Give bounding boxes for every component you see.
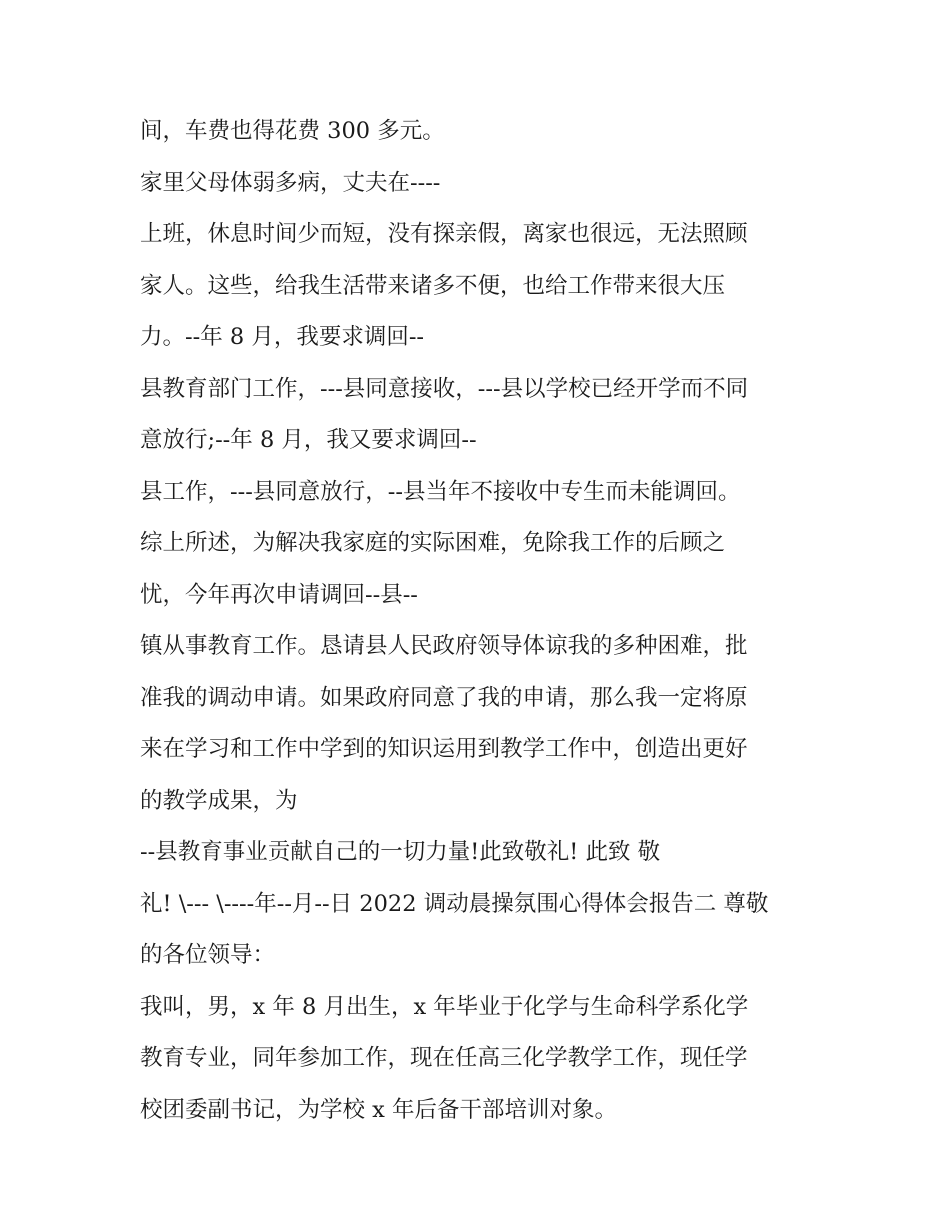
text-line: 镇从事教育工作。恳请县人民政府领导体谅我的多种困难，批 bbox=[140, 633, 748, 659]
text-line: 准我的调动申请。如果政府同意了我的申请，那么我一定将原 bbox=[140, 684, 748, 711]
text-line: 县教育部门工作，---县同意接收，---县以学校已经开学而不同 bbox=[140, 375, 749, 402]
text-line: 来在学习和工作中学到的知识运用到教学工作中，创造出更好 bbox=[140, 736, 748, 762]
text-line: 家人。这些，给我生活带来诸多不便，也给工作带来很大压 bbox=[140, 272, 726, 299]
document-body bbox=[140, 106, 840, 1136]
text-line: 间，车费也得花费 300 多元。 bbox=[140, 118, 445, 144]
text-line: 上班，休息时间少而短，没有探亲假，离家也很远，无法照顾 bbox=[140, 221, 748, 247]
text-line: 的教学成果，为 bbox=[140, 787, 298, 814]
text-line: 教育专业，同年参加工作，现在任高三化学教学工作，现任学 bbox=[140, 1045, 748, 1071]
text-line: 的各位领导： bbox=[140, 942, 276, 968]
text-line: 意放行;--年 8 月，我又要求调回-- bbox=[140, 427, 477, 453]
text-line: 县工作，---县同意放行，--县当年不接收中专生而未能调回。 bbox=[140, 478, 741, 505]
text-line: 家里父母体弱多病，丈夫在---- bbox=[140, 169, 441, 196]
text-line: 校团委副书记，为学校 x 年后备干部培训对象。 bbox=[140, 1096, 617, 1123]
text-line: 忧，今年再次申请调回--县-- bbox=[140, 581, 418, 608]
text-line: 力。--年 8 月，我要求调回-- bbox=[140, 324, 425, 350]
text-line: 礼! \--- \----年--月--日 2022 调动晨操氛围心得体会报告二 尊敬 bbox=[140, 890, 769, 917]
text-line: 综上所述，为解决我家庭的实际困难，免除我工作的后顾之 bbox=[140, 530, 726, 556]
text-line: 我叫，男，x 年 8 月出生，x 年毕业于化学与生命科学系化学 bbox=[140, 993, 749, 1020]
text-line: --县教育事业贡献自己的一切力量!此致敬礼! 此致 敬 bbox=[140, 839, 661, 865]
